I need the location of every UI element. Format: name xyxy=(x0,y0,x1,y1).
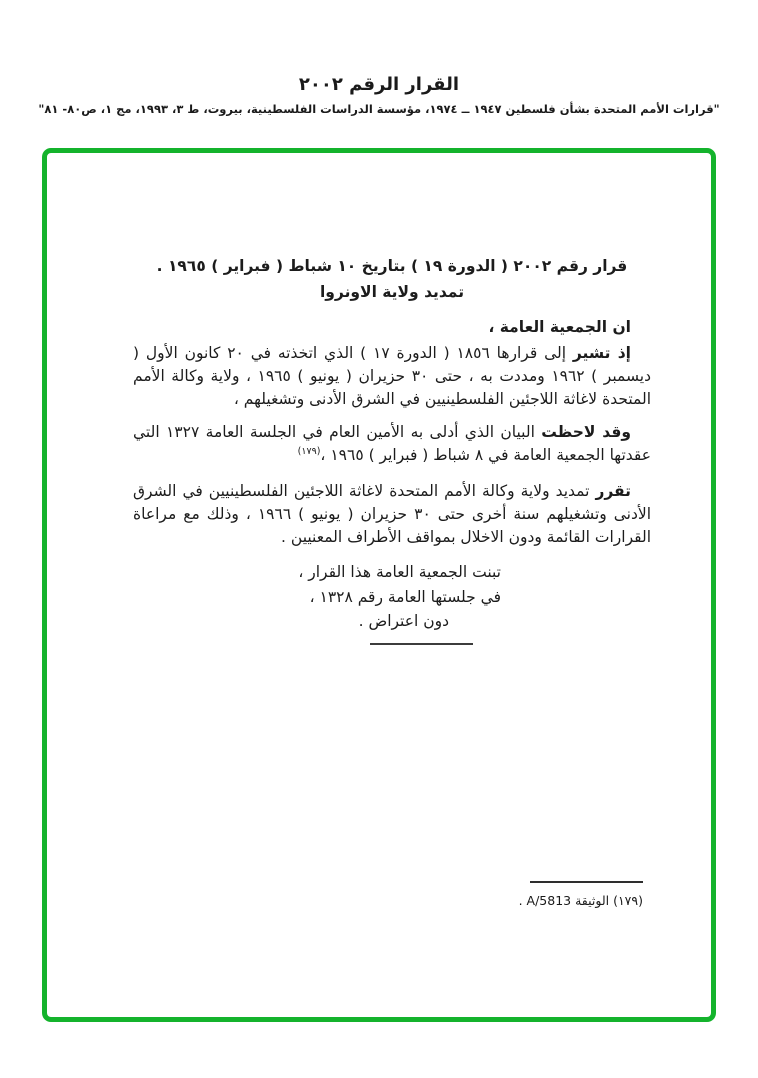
paragraph-text: البيان الذي أدلى به الأمين العام في الجلسة العامة ١٣٢٧ التي عقدتها الجمعية العامة في ٨ شباط ( فبراير ) ١٩٦٥ ، xyxy=(133,423,651,464)
resolution-body xyxy=(133,253,651,645)
paragraph-lead: وقد لاحظت xyxy=(541,423,632,441)
footnote-reference: (١٧٩) xyxy=(297,446,321,457)
footnote-rule xyxy=(530,881,643,883)
resolution-heading xyxy=(133,253,651,305)
adoption-note xyxy=(133,560,501,634)
page-title: القرار الرقم ٢٠٠٢ xyxy=(298,74,460,95)
adoption-line: تبنت الجمعية العامة هذا القرار ، xyxy=(298,563,501,581)
paragraph-notes xyxy=(133,421,651,467)
footnote-text: (١٧٩) الوثيقة A/5813 . xyxy=(518,893,643,908)
resolution-heading-line2: تمديد ولاية الاونروا xyxy=(319,283,465,301)
paragraph-decides xyxy=(133,480,651,549)
paragraph-lead: تقرر xyxy=(595,482,631,500)
paragraph-recalls xyxy=(133,342,651,411)
source-citation: "قرارات الأمم المتحدة بشأن فلسطين ١٩٤٧ ــ ١٩٧٤، مؤسسة الدراسات الفلسطينية، بيروت، ط ٣، ١٩٩٣، مج ١، ص٨٠- ٨١" xyxy=(38,102,720,116)
adoption-line: في جلستها العامة رقم ١٣٢٨ ، xyxy=(309,587,501,606)
paragraph-lead: إذ تشير xyxy=(572,344,631,362)
resolution-heading-line1: قرار رقم ٢٠٠٢ ( الدورة ١٩ ) بتاريخ ١٠ شباط ( فبراير ) ١٩٦٥ . xyxy=(156,257,628,275)
paragraph-text: تمديد ولاية وكالة الأمم المتحدة لاغاثة اللاجئين الفلسطينيين في الشرق الأدنى وتشغيلهم سنة أخرى حتى ٣٠ حزيران ( يونيو ) ١٩٦٦ ، وذلك مع مراعاة القرارات القائمة ودون الاخلال بمواقف الأطراف المعنيين . xyxy=(133,482,651,546)
footnote xyxy=(519,881,643,909)
adoption-line: دون اعتراض . xyxy=(358,612,449,630)
salutation: ان الجمعية العامة ، xyxy=(488,318,631,336)
section-separator-rule xyxy=(370,643,473,645)
paragraph-text: إلى قرارها ١٨٥٦ ( الدورة ١٧ ) الذي اتخذته في ٢٠ كانون الأول ( ديسمبر ) ١٩٦٢ ومددت به ، حتى ٣٠ حزيران ( يونيو ) ١٩٦٥ ، ولاية وكالة الأمم المتحدة لاغاثة اللاجئين الفلسطينيين في الشرق الأدنى وتشغيلهم ، xyxy=(133,344,652,408)
document-frame xyxy=(42,148,716,1022)
